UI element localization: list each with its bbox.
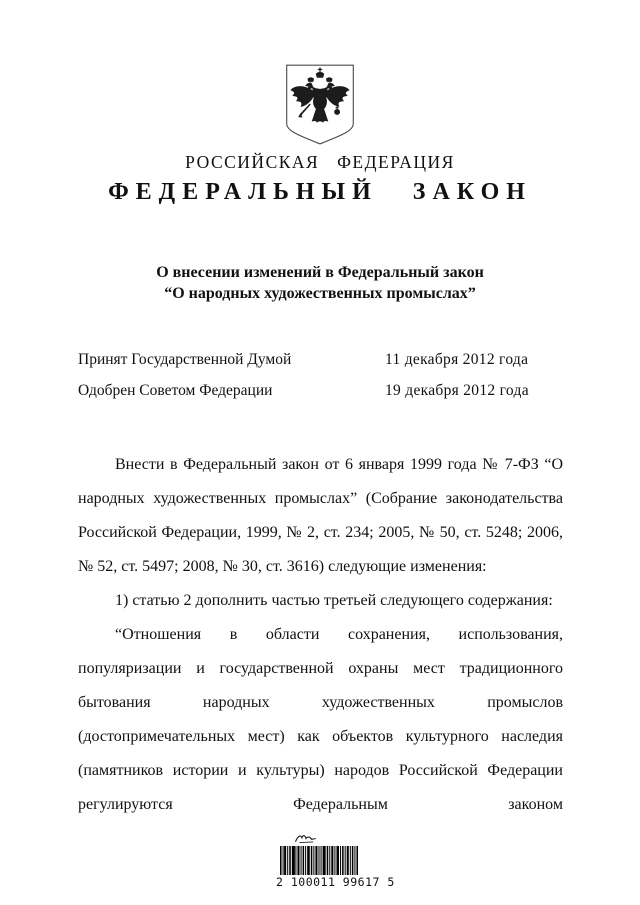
law-body xyxy=(78,448,563,822)
body-paragraph: “Отношения в области сохранения, использования, популяризации и государственной охраны мест традиционного бытования народных художественных промыслов (достопримечательных мест) как объектов культурного наследия (памятников истории и культуры) народов Российской Федерации регулируются Федеральным законом xyxy=(78,626,563,813)
adoption-label: Принят Государственной Думой xyxy=(78,351,292,368)
adoption-label: Одобрен Советом Федерации xyxy=(78,382,273,399)
adoption-date: 19 декабря 2012 года xyxy=(385,382,529,399)
body-paragraph: Внести в Федеральный закон от 6 января 1999 года № 7-ФЗ “О народных художественных промыслах” (Собрание законодательства Российской Федерации, 1999, № 2, ст. 234; 2005, № 50, ст. 5248; 2006, № 52, ст. 5497; 2008, № 30, ст. 3616) следующие изменения: xyxy=(78,456,563,575)
handwritten-mark-icon xyxy=(292,832,320,845)
adoption-block xyxy=(78,351,563,413)
russia-coat-of-arms-icon xyxy=(283,61,357,149)
barcode-bars-icon xyxy=(280,846,358,875)
law-title xyxy=(0,262,640,304)
barcode-digits: 2 100011 99617 5 xyxy=(276,875,395,889)
country-name: РОССИЙСКАЯ ФЕДЕРАЦИЯ xyxy=(185,152,455,172)
adoption-date: 11 декабря 2012 года xyxy=(385,351,529,368)
law-title-line2: “О народных художественных промыслах” xyxy=(164,285,476,302)
body-paragraph: 1) статью 2 дополнить частью третьей следующего содержания: xyxy=(115,592,553,609)
barcode xyxy=(276,832,395,889)
adoption-row-council xyxy=(78,382,563,400)
adoption-row-duma xyxy=(78,351,563,369)
document-type-heading: ФЕДЕРАЛЬНЫЙ ЗАКОН xyxy=(108,179,532,205)
law-title-line1: О внесении изменений в Федеральный закон xyxy=(156,264,484,281)
